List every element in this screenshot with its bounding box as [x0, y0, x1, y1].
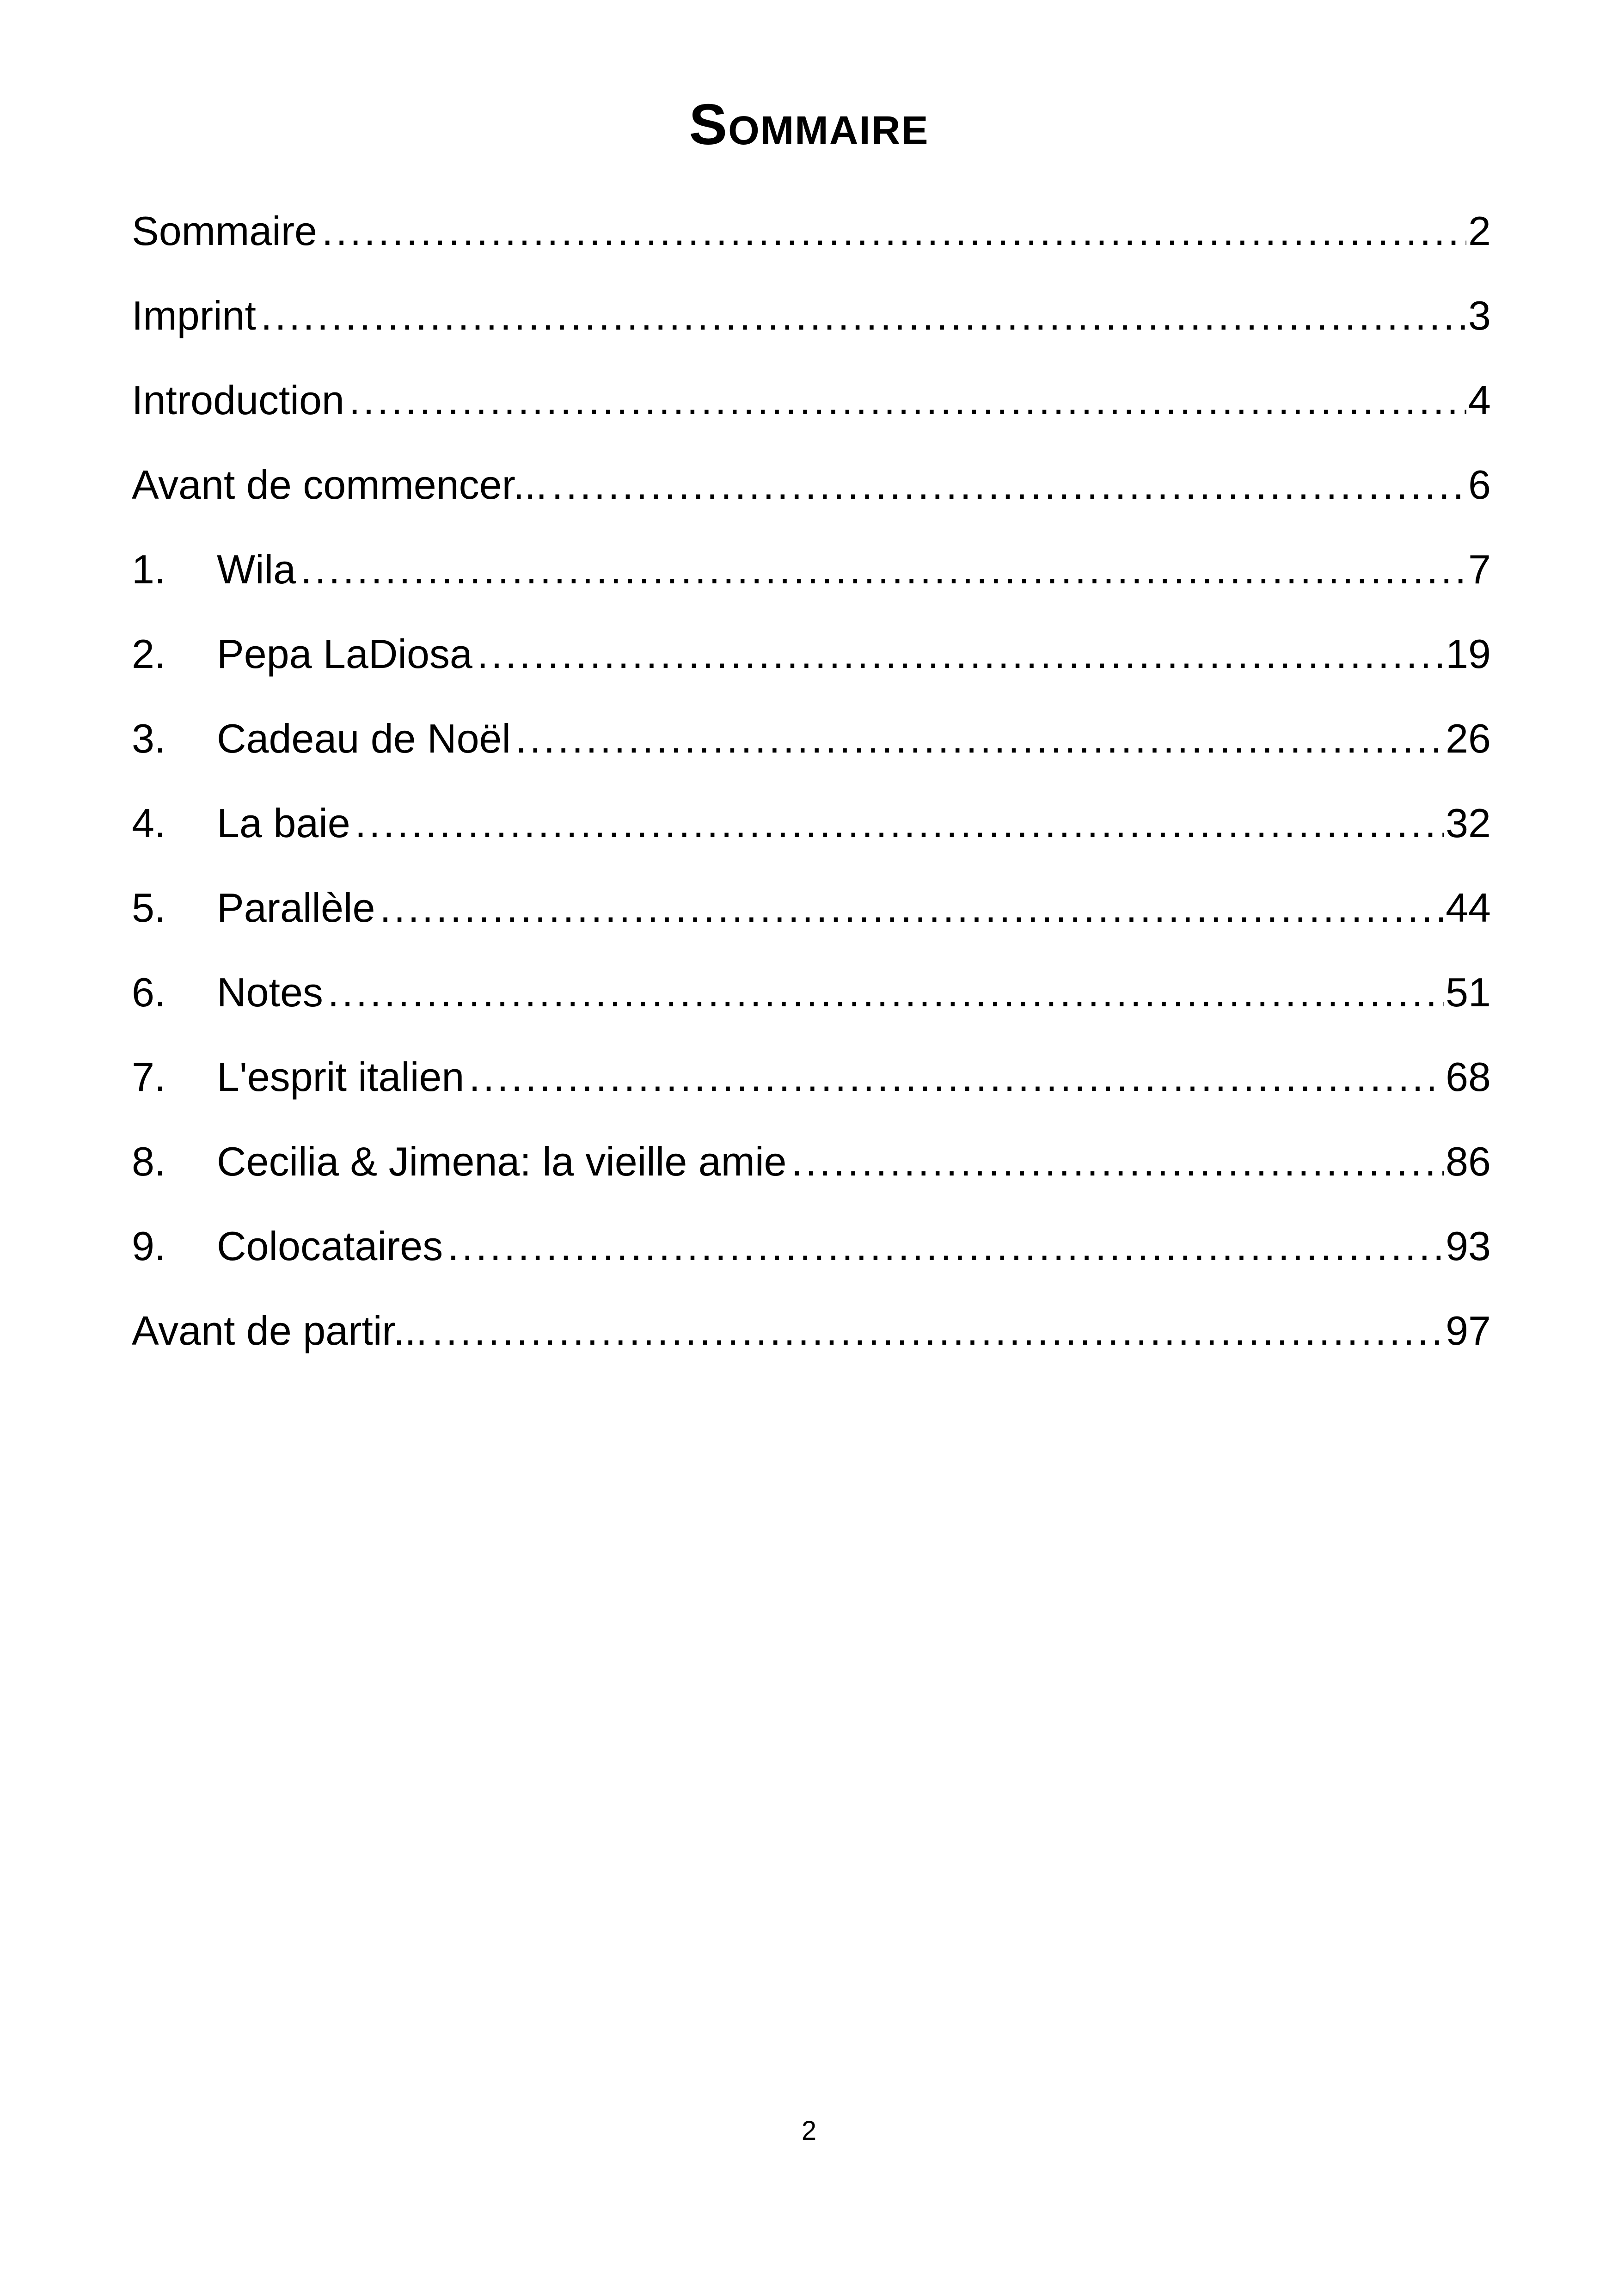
toc-leader-dots	[514, 709, 1444, 769]
toc-entry-chapter-5[interactable]	[132, 878, 1491, 962]
toc-entry-chapter-9[interactable]	[132, 1216, 1491, 1301]
toc-entry-chapter-4[interactable]	[132, 793, 1491, 878]
page-title: Sommaire	[689, 93, 929, 157]
toc-leader-dots	[299, 539, 1466, 600]
toc-entry-page: 2	[1468, 208, 1491, 254]
toc-entry-introduction[interactable]	[132, 370, 1491, 455]
toc-entry-sommaire[interactable]	[132, 201, 1491, 286]
toc-entry-chapter-6[interactable]	[132, 962, 1491, 1047]
toc-entry-label: Cecilia & Jimena: la vieille amie	[217, 1139, 787, 1184]
toc-entry-label: Colocataires	[217, 1223, 443, 1269]
toc-entry-label: L'esprit italien	[217, 1054, 465, 1100]
toc-entry-number: 9.	[132, 1223, 166, 1269]
toc-entry-page: 26	[1446, 716, 1491, 761]
toc-entry-page: 44	[1446, 885, 1491, 931]
toc-entry-number: 4.	[132, 800, 166, 846]
toc-entry-label: Notes	[217, 969, 323, 1015]
toc-entry-label: Cadeau de Noël	[217, 716, 511, 761]
toc-entry-avant-de-commencer[interactable]	[132, 455, 1491, 539]
toc-leader-dots	[430, 1301, 1444, 1361]
toc-entry-page: 51	[1446, 969, 1491, 1015]
toc-entry-page: 6	[1468, 462, 1491, 508]
toc-entry-page: 4	[1468, 377, 1491, 423]
toc-entry-chapter-8[interactable]	[132, 1132, 1491, 1216]
toc-entry-chapter-7[interactable]	[132, 1047, 1491, 1132]
toc-entry-label: La baie	[217, 800, 350, 846]
toc-entry-label: Avant de partir...	[132, 1308, 428, 1353]
toc-entry-label: Avant de commencer...	[132, 462, 547, 508]
toc-entry-label: Wila	[217, 546, 296, 592]
toc-entry-number: 6.	[132, 969, 166, 1015]
toc-entry-number: 5.	[132, 885, 166, 931]
toc-leader-dots	[789, 1132, 1444, 1192]
toc-leader-dots	[475, 624, 1444, 684]
toc-entry-number: 3.	[132, 716, 166, 761]
toc-leader-dots	[320, 201, 1466, 261]
toc-entry-page: 97	[1446, 1308, 1491, 1353]
toc-leader-dots	[353, 793, 1444, 853]
toc-entry-number: 1.	[132, 546, 166, 592]
toc-entry-number: 7.	[132, 1054, 166, 1100]
toc-entry-label: Parallèle	[217, 885, 375, 931]
page-number: 2	[801, 2116, 817, 2146]
toc-entry-page: 86	[1446, 1139, 1491, 1184]
table-of-contents	[132, 201, 1491, 1385]
toc-entry-page: 68	[1446, 1054, 1491, 1100]
toc-entry-page: 93	[1446, 1223, 1491, 1269]
toc-entry-number: 8.	[132, 1139, 166, 1184]
toc-entry-chapter-1[interactable]	[132, 539, 1491, 624]
toc-entry-page: 3	[1468, 293, 1491, 338]
toc-entry-label: Imprint	[132, 293, 256, 338]
toc-entry-imprint[interactable]	[132, 286, 1491, 370]
toc-leader-dots	[467, 1047, 1444, 1107]
toc-leader-dots	[446, 1216, 1444, 1276]
toc-leader-dots	[550, 455, 1466, 515]
toc-entry-page: 32	[1446, 800, 1491, 846]
toc-entry-page: 19	[1446, 631, 1491, 677]
toc-entry-label: Sommaire	[132, 208, 317, 254]
toc-leader-dots	[378, 878, 1444, 938]
toc-leader-dots	[347, 370, 1466, 430]
toc-entry-number: 2.	[132, 631, 166, 677]
toc-entry-label: Pepa LaDiosa	[217, 631, 472, 677]
toc-entry-page: 7	[1468, 546, 1491, 592]
toc-entry-chapter-3[interactable]	[132, 709, 1491, 793]
toc-entry-chapter-2[interactable]	[132, 624, 1491, 709]
toc-entry-label: Introduction	[132, 377, 344, 423]
toc-leader-dots	[326, 962, 1444, 1022]
toc-entry-avant-de-partir[interactable]	[132, 1301, 1491, 1385]
toc-leader-dots	[259, 286, 1466, 346]
